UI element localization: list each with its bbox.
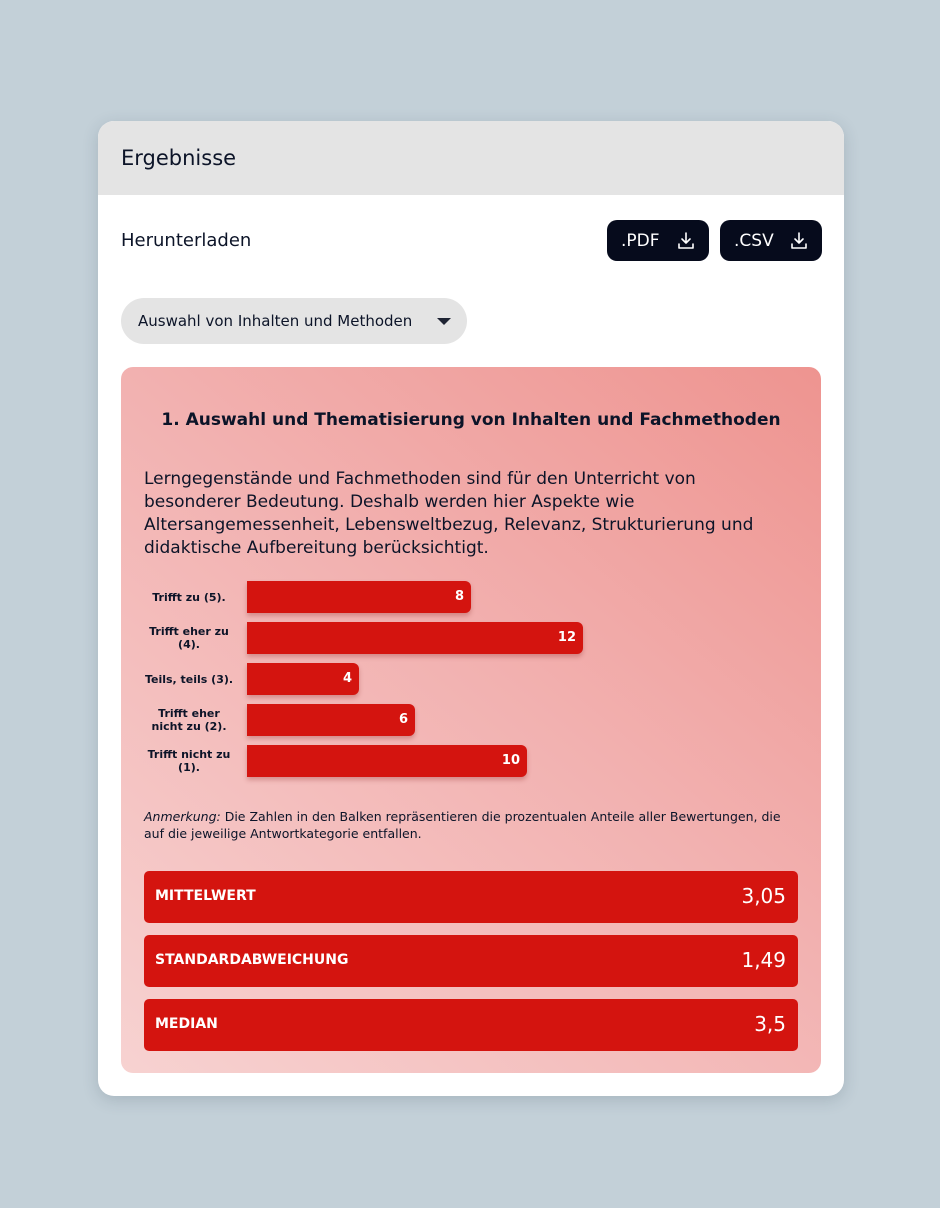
bar [247,663,359,695]
csv-button-label: .CSV [734,230,774,251]
category-select[interactable] [121,298,467,344]
stat-value: 1,49 [741,948,786,972]
stat-mean [144,871,798,923]
bar-value-label: 4 [342,671,352,686]
bar [247,745,527,777]
stat-std-deviation [144,935,798,987]
result-panel [121,367,821,1073]
stat-value: 3,05 [741,884,786,908]
bar [247,581,471,613]
download-pdf-button[interactable] [607,220,709,261]
stat-median [144,999,798,1051]
bar [247,622,583,654]
card-header [98,121,844,195]
bar-value-label: 8 [454,589,464,604]
note-prefix: Anmerkung: [144,809,221,824]
bar-value-label: 10 [501,753,520,768]
note-text: Die Zahlen in den Balken repräsentieren die prozentualen Anteile aller Bewertungen, die auf die jeweilige Antwortkategorie entfallen. [144,809,781,841]
bar-value-label: 6 [398,712,408,727]
chart-note [144,808,794,842]
pdf-button-label: .PDF [621,230,660,251]
download-icon [789,231,809,251]
bar-value-label: 12 [557,630,576,645]
stat-value: 3,5 [754,1012,786,1036]
bar-category-label: Trifft nicht zu (1). [147,748,231,774]
bar [247,704,415,736]
download-csv-button[interactable] [720,220,822,261]
download-icon [676,231,696,251]
chevron-down-icon [437,318,451,325]
bar-category-label: Teils, teils (3). [144,672,234,686]
section-description: Lerngegenstände und Fachmethoden sind für den Unterricht von besonderer Bedeutung. Deshalb werden hier Aspekte wie Altersangemessenheit, Lebensweltbezug, Relevanz, Strukturierung und didaktische Aufbereitung berücksichtigt. [144,469,754,558]
download-label: Herunterladen [121,230,252,251]
bar-category-label: Trifft zu (5). [152,590,226,604]
stat-label: MEDIAN [155,1016,218,1032]
category-select-value: Auswahl von Inhalten und Methoden [138,312,413,330]
download-row [121,220,821,262]
stat-label: MITTELWERT [155,888,256,904]
bar-category-label: Trifft eher zu (4). [149,625,229,651]
bar-category-label: Trifft eher nicht zu (2). [151,707,227,733]
results-card [98,121,844,1096]
stat-label: STANDARDABWEICHUNG [155,952,349,968]
card-title: Ergebnisse [121,146,237,170]
section-title: 1. Auswahl und Thematisierung von Inhalten und Fachmethoden [161,410,781,430]
